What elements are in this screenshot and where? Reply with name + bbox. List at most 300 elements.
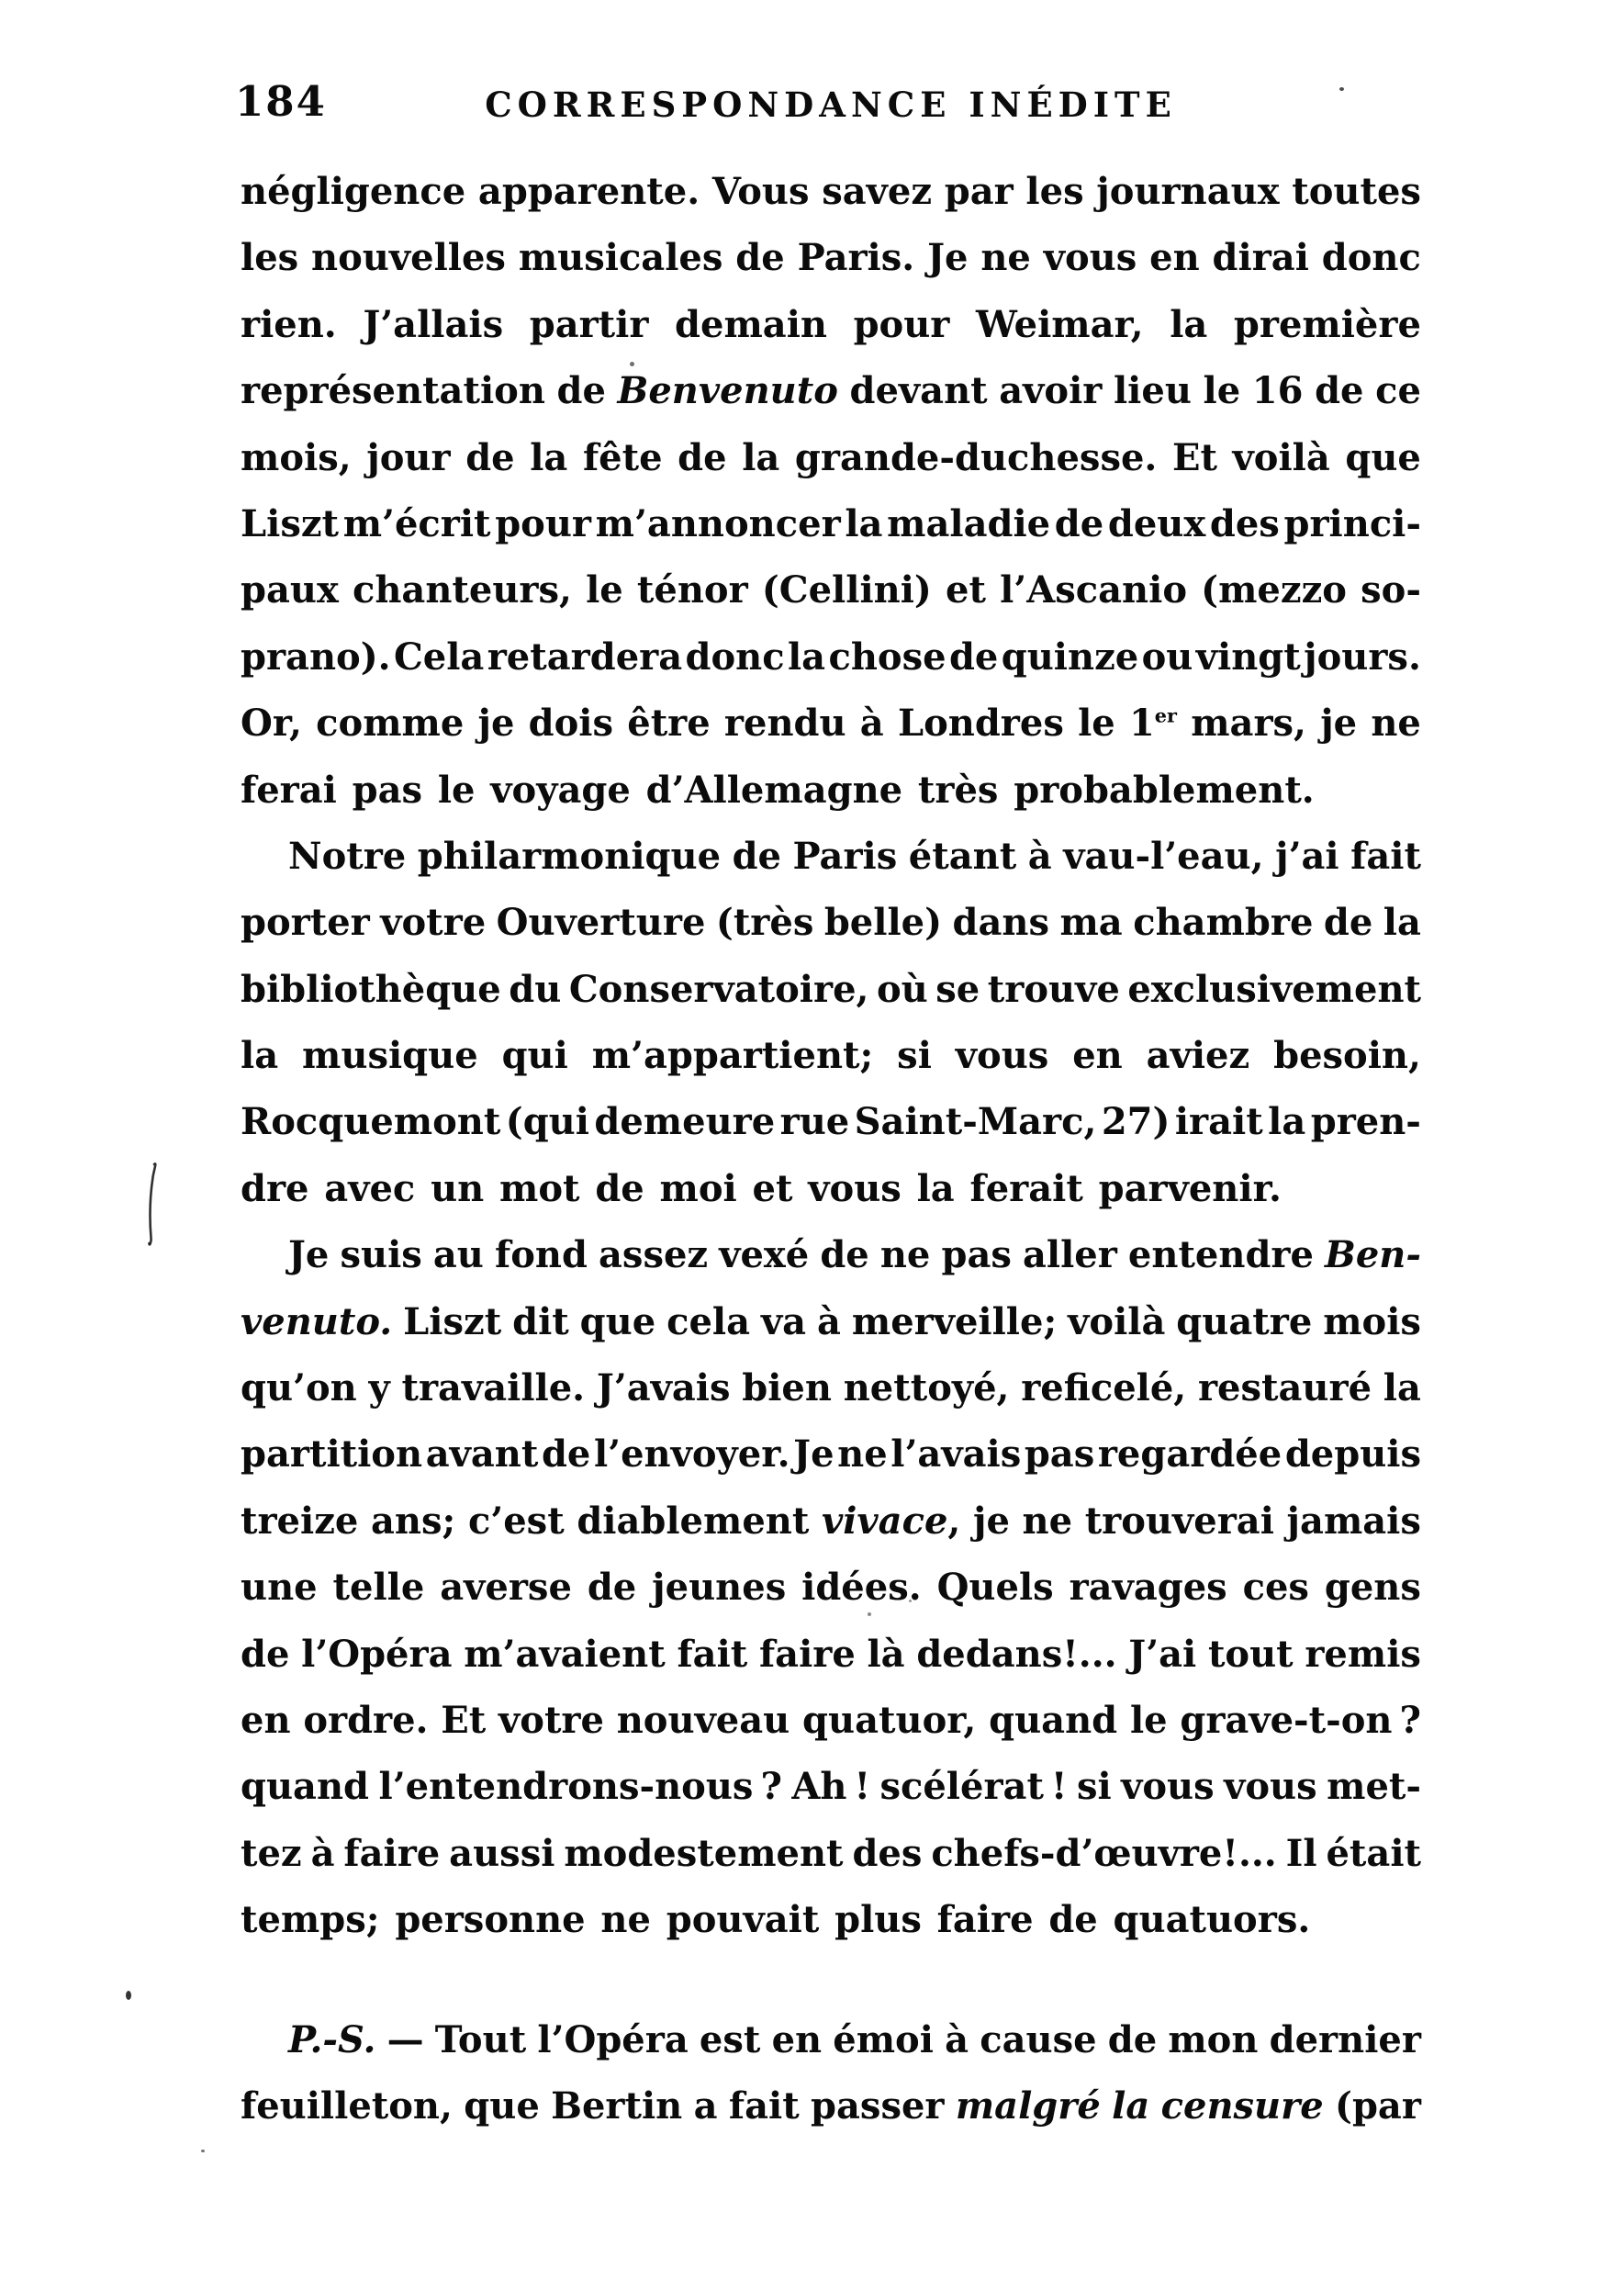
- word: ne: [837, 1432, 888, 1477]
- word: l’entendrons-nous ?: [378, 1765, 782, 1809]
- word: so-: [1361, 568, 1421, 612]
- text-line: [241, 635, 1421, 702]
- word: prano).: [241, 635, 391, 679]
- word: quand: [989, 1698, 1118, 1742]
- word: négligence: [241, 170, 466, 213]
- word: j’ai: [1275, 834, 1339, 878]
- word: dirai: [1212, 236, 1309, 280]
- word: Rocquemont: [241, 1100, 501, 1144]
- word: mot: [499, 1166, 580, 1210]
- word: parvenir.: [1098, 1166, 1282, 1210]
- word: la: [241, 1034, 279, 1078]
- word: vingt: [1195, 635, 1301, 679]
- word: je: [1320, 702, 1358, 746]
- word: maladie: [887, 501, 1051, 545]
- word: Je: [793, 1432, 834, 1477]
- text-line: [241, 1699, 1421, 1765]
- word: demain: [675, 302, 827, 346]
- word: la: [1170, 302, 1208, 346]
- word: suis: [340, 1233, 422, 1277]
- word: fête: [582, 435, 663, 479]
- word: ans;: [371, 1499, 456, 1543]
- scan-speck: [630, 362, 634, 366]
- word: ne: [1022, 1499, 1073, 1543]
- word: Saint-Marc,: [854, 1100, 1097, 1144]
- word: à: [817, 1299, 841, 1343]
- word: exclusivement: [1127, 967, 1421, 1011]
- word: en: [771, 2017, 823, 2061]
- word: Quels: [936, 1566, 1054, 1610]
- word: paux: [241, 568, 339, 612]
- text-line: [241, 1233, 1421, 1299]
- word: fond: [494, 1233, 588, 1277]
- word: représentation: [241, 369, 545, 413]
- word: pour: [495, 501, 591, 545]
- word: ordre.: [303, 1698, 429, 1742]
- word: depuis: [1284, 1432, 1421, 1477]
- scan-speck: [868, 1612, 871, 1616]
- word: voilà: [1068, 1299, 1166, 1343]
- text-line: [241, 1765, 1421, 1831]
- word: (par: [1335, 2083, 1421, 2128]
- word: vous: [1043, 236, 1137, 280]
- word: journaux: [1096, 170, 1280, 213]
- word: ne: [879, 1233, 931, 1277]
- word: chanteurs,: [352, 568, 572, 612]
- word: malgré: [955, 2083, 1101, 2128]
- word: quatuor,: [802, 1698, 977, 1742]
- word: faire: [758, 1632, 856, 1676]
- word: et: [946, 568, 986, 612]
- word: y: [368, 1366, 390, 1410]
- word: avant: [425, 1432, 539, 1477]
- word: très: [917, 768, 999, 812]
- word: chambre: [1133, 901, 1314, 945]
- word: probablement.: [1014, 768, 1315, 812]
- word: m’écrit: [342, 501, 491, 545]
- text-line: [241, 170, 1421, 236]
- text-line: [241, 1499, 1421, 1566]
- word: scélérat !: [879, 1765, 1068, 1809]
- word: irait: [1174, 1100, 1263, 1144]
- text-line: [241, 769, 1421, 835]
- word: savez: [822, 170, 933, 213]
- word: cela: [666, 1299, 751, 1343]
- word: 27): [1101, 1100, 1170, 1144]
- word: à: [1027, 834, 1052, 878]
- word: les: [241, 236, 299, 280]
- word: ma: [1059, 901, 1123, 945]
- text-line: [241, 1898, 1421, 1964]
- word: le: [1078, 702, 1115, 746]
- word: pas: [352, 768, 423, 812]
- word: moi: [659, 1166, 737, 1210]
- word: grave-t-on ?: [1180, 1698, 1421, 1742]
- word: tout: [1207, 1632, 1294, 1676]
- word: de: [732, 834, 781, 878]
- word: Liszt: [403, 1299, 502, 1343]
- word: (Cellini): [761, 568, 932, 612]
- text-line: [241, 2018, 1421, 2084]
- word: a: [693, 2083, 718, 2128]
- word: quinze: [1001, 635, 1139, 679]
- word: telle: [332, 1566, 425, 1610]
- word: J’avais: [596, 1366, 731, 1410]
- word: c’est: [467, 1499, 565, 1543]
- text-line: [241, 901, 1421, 967]
- word: m’appartient;: [591, 1034, 874, 1078]
- word: à: [310, 1831, 335, 1875]
- word: va: [760, 1299, 807, 1343]
- scan-speck: [1339, 87, 1344, 91]
- word: la: [1383, 901, 1421, 945]
- word: Paris.: [797, 236, 915, 280]
- word: restauré: [1197, 1366, 1372, 1410]
- word: de: [1315, 369, 1364, 413]
- word: la: [530, 435, 568, 479]
- word: Ben-: [1325, 1233, 1421, 1277]
- word: que: [1345, 435, 1421, 479]
- word: en: [1149, 236, 1200, 280]
- word: de: [1107, 2017, 1158, 2061]
- word: belle): [823, 901, 943, 945]
- word: vous: [1121, 1765, 1215, 1809]
- word: Or,: [241, 702, 302, 746]
- word: Conservatoire,: [568, 967, 869, 1011]
- text-line: [241, 1832, 1421, 1898]
- text-line: [241, 303, 1421, 369]
- word: de: [556, 369, 606, 413]
- word: dois: [528, 702, 614, 746]
- word: Et: [1171, 435, 1217, 479]
- word: porter: [241, 901, 370, 945]
- word: des: [852, 1831, 923, 1875]
- word: comme: [316, 702, 465, 746]
- word: de: [587, 1566, 637, 1610]
- word: est: [699, 2017, 761, 2061]
- word: Je: [288, 1233, 330, 1277]
- word: à: [945, 2017, 969, 2061]
- word: et: [752, 1166, 793, 1210]
- word: gens: [1324, 1566, 1421, 1610]
- word: avoir: [999, 369, 1103, 413]
- word: que: [464, 2083, 540, 2128]
- word: jour: [366, 435, 451, 479]
- word: regardée: [1097, 1432, 1282, 1477]
- word: faire: [343, 1831, 441, 1875]
- word: du: [509, 967, 562, 1011]
- word: votre: [380, 901, 487, 945]
- word: une: [241, 1566, 318, 1610]
- word: dedans!...: [916, 1632, 1117, 1676]
- word: reficelé,: [1021, 1366, 1187, 1410]
- word: Il: [1285, 1831, 1317, 1875]
- word: partir: [529, 302, 649, 346]
- word: bibliothèque: [241, 967, 501, 1011]
- word: travaille.: [401, 1366, 586, 1410]
- word: mois,: [241, 435, 352, 479]
- text-line: [241, 502, 1421, 568]
- word: nettoyé,: [843, 1366, 1010, 1410]
- text-line: [241, 702, 1421, 768]
- word: pas: [1024, 1432, 1095, 1477]
- word: 16: [1251, 369, 1304, 413]
- word: de: [465, 435, 515, 479]
- word: pas: [941, 1233, 1012, 1277]
- word: jours.: [1304, 635, 1421, 679]
- word: là: [867, 1632, 905, 1676]
- word: d’Allemagne: [645, 768, 903, 812]
- word: m’annoncer: [595, 501, 841, 545]
- word: vexé: [719, 1233, 810, 1277]
- word: ne: [600, 1898, 651, 1942]
- word: ferait: [969, 1166, 1083, 1210]
- word: si: [897, 1034, 932, 1078]
- word: aviez: [1146, 1034, 1250, 1078]
- word: dre: [241, 1166, 309, 1210]
- word: (mezzo: [1201, 568, 1347, 612]
- word: aller: [1022, 1233, 1117, 1277]
- word: de: [1048, 1898, 1098, 1942]
- word: remis: [1305, 1632, 1421, 1676]
- word: philarmonique: [417, 834, 722, 878]
- word: le: [586, 568, 623, 612]
- word: Benvenuto: [617, 369, 838, 413]
- word: se: [935, 967, 980, 1011]
- word: pour: [853, 302, 950, 346]
- word: jamais: [1286, 1499, 1421, 1543]
- word: les: [1025, 170, 1084, 213]
- text-line: [241, 236, 1421, 302]
- word: ce: [1375, 369, 1421, 413]
- word: chefs-d’œuvre!...: [931, 1831, 1277, 1875]
- word: (qui: [505, 1100, 589, 1144]
- word: diablement: [577, 1499, 810, 1543]
- word: votre: [498, 1698, 604, 1742]
- word: l’envoyer.: [593, 1432, 790, 1477]
- word: nouveau: [616, 1698, 790, 1742]
- text-line: [241, 369, 1421, 435]
- word: la: [1383, 1366, 1421, 1410]
- word: fait: [677, 1632, 748, 1676]
- word: merveille;: [851, 1299, 1058, 1343]
- text-line: [241, 835, 1421, 901]
- word: l’Ascanio: [1000, 568, 1187, 612]
- word: fait: [728, 2083, 800, 2128]
- word: princi-: [1283, 501, 1421, 545]
- word: Ouverture: [496, 901, 706, 945]
- word: retardera: [487, 635, 683, 679]
- scan-speck: [126, 1991, 131, 2000]
- word: quatre: [1176, 1299, 1313, 1343]
- word: vous: [955, 1034, 1049, 1078]
- word: nouvelles: [311, 236, 506, 280]
- word: de: [820, 1233, 869, 1277]
- word: de: [1323, 901, 1373, 945]
- word: censure: [1160, 2083, 1324, 2128]
- word: être: [627, 702, 711, 746]
- text-line: [241, 968, 1421, 1034]
- word: cause: [980, 2017, 1097, 2061]
- word: trouverai: [1084, 1499, 1274, 1543]
- word: de: [948, 635, 999, 679]
- word: faire: [936, 1898, 1034, 1942]
- word: en: [241, 1698, 291, 1742]
- scan-speck: [909, 1600, 912, 1602]
- margin-pen-mark: [145, 1161, 160, 1249]
- word: de: [595, 1166, 644, 1210]
- word: rendu: [723, 702, 846, 746]
- word: au: [432, 1233, 484, 1277]
- word: voyage: [490, 768, 631, 812]
- text-line: [241, 1167, 1421, 1233]
- text-line: [241, 568, 1421, 635]
- word: vous: [1224, 1765, 1317, 1809]
- word: émoi: [833, 2017, 934, 2061]
- word: passer: [811, 2083, 945, 2128]
- word: la: [916, 1166, 955, 1210]
- word: Paris: [792, 834, 898, 878]
- word: Weimar,: [975, 302, 1144, 346]
- word: Notre: [288, 834, 407, 878]
- word: Londres: [897, 702, 1064, 746]
- word: Et: [441, 1698, 487, 1742]
- text-line: [241, 1366, 1421, 1432]
- word: lieu: [1113, 369, 1192, 413]
- word: P.-S.: [288, 2017, 376, 2061]
- word: que: [579, 1299, 656, 1343]
- text-line: [241, 2084, 1421, 2151]
- word: chose: [828, 635, 946, 679]
- word: par: [944, 170, 1014, 213]
- text-line: [241, 1566, 1421, 1632]
- word: quatuors.: [1113, 1898, 1311, 1942]
- word: idées.: [801, 1566, 922, 1610]
- word: ou: [1141, 635, 1193, 679]
- body-text: [241, 170, 1421, 2151]
- word: première: [1233, 302, 1421, 346]
- word: la: [1268, 1100, 1306, 1144]
- word: qu’on: [241, 1366, 357, 1410]
- text-line: [241, 1432, 1421, 1499]
- word: tez: [241, 1831, 302, 1875]
- word: de: [1054, 501, 1104, 545]
- word: ne: [1371, 702, 1421, 746]
- word: la: [742, 435, 780, 479]
- text-line: [241, 1034, 1421, 1100]
- word: où: [876, 967, 928, 1011]
- word: rue: [779, 1100, 850, 1144]
- word: avec: [324, 1166, 416, 1210]
- word: je: [477, 702, 515, 746]
- word: vau-l’eau,: [1063, 834, 1264, 878]
- word: plus: [834, 1898, 922, 1942]
- scan-speck: [201, 2150, 205, 2152]
- word: l’Opéra: [301, 1632, 453, 1676]
- word: ravages: [1069, 1566, 1227, 1610]
- word: de: [541, 1432, 591, 1477]
- word: Ah !: [791, 1765, 871, 1809]
- word: J’ai: [1128, 1632, 1197, 1676]
- word: venuto.: [241, 1299, 393, 1343]
- word: Tout: [434, 2017, 527, 2061]
- word: personne: [395, 1898, 586, 1942]
- word: un: [431, 1166, 485, 1210]
- word: aussi: [449, 1831, 555, 1875]
- word: le: [1203, 369, 1241, 413]
- page-number: 184: [235, 77, 327, 126]
- word: rien.: [241, 302, 337, 346]
- word: à: [859, 702, 884, 746]
- text-line: [241, 1300, 1421, 1366]
- word: la: [845, 501, 883, 545]
- word: étant: [908, 834, 1017, 878]
- word: apparente.: [477, 170, 700, 213]
- word: voilà: [1232, 435, 1330, 479]
- word: de: [241, 1632, 290, 1676]
- word: modestement: [564, 1831, 844, 1875]
- word: des: [1209, 501, 1280, 545]
- word: en: [1072, 1034, 1123, 1078]
- word: averse: [440, 1566, 572, 1610]
- word: pouvait: [666, 1898, 820, 1942]
- word: m’avaient: [464, 1632, 666, 1676]
- word: mon: [1168, 2017, 1259, 2061]
- text-line: [241, 436, 1421, 502]
- word: la: [1112, 2083, 1150, 2128]
- word: pren-: [1310, 1100, 1421, 1144]
- word: (très: [715, 901, 814, 945]
- word: était: [1326, 1831, 1421, 1875]
- word: ces: [1242, 1566, 1309, 1610]
- word: fait: [1350, 834, 1421, 878]
- word: donc: [685, 635, 785, 679]
- word: Cela: [393, 635, 485, 679]
- word: donc: [1321, 236, 1421, 280]
- word: met-: [1327, 1765, 1421, 1809]
- word: qui: [501, 1034, 568, 1078]
- word: entendre: [1127, 1233, 1314, 1277]
- word: Bertin: [551, 2083, 683, 2128]
- word: si: [1076, 1765, 1112, 1809]
- word: partition: [241, 1432, 423, 1477]
- word: l’Opéra: [537, 2017, 689, 2061]
- word: mars,: [1191, 702, 1306, 746]
- word: vous: [808, 1166, 902, 1210]
- word: jeunes: [652, 1566, 787, 1610]
- word: temps;: [241, 1898, 380, 1942]
- word: musicales: [518, 236, 723, 280]
- word: dernier: [1269, 2017, 1421, 2061]
- word: feuilleton,: [241, 2083, 453, 2128]
- word: musique: [302, 1034, 478, 1078]
- word: le: [1129, 1698, 1168, 1742]
- word: bien: [742, 1366, 832, 1410]
- text-line: [241, 1633, 1421, 1699]
- word: ténor: [636, 568, 748, 612]
- word: dans: [952, 901, 1049, 945]
- word: dit: [512, 1299, 569, 1343]
- word: de: [678, 435, 727, 479]
- word: grande-duchesse.: [794, 435, 1158, 479]
- word: besoin,: [1273, 1034, 1421, 1078]
- word: 1er: [1128, 702, 1177, 746]
- word: ferai: [241, 768, 337, 812]
- word: Je: [927, 236, 969, 280]
- word: Vous: [711, 170, 810, 213]
- word: Liszt: [241, 501, 340, 545]
- word: trouve: [987, 967, 1120, 1011]
